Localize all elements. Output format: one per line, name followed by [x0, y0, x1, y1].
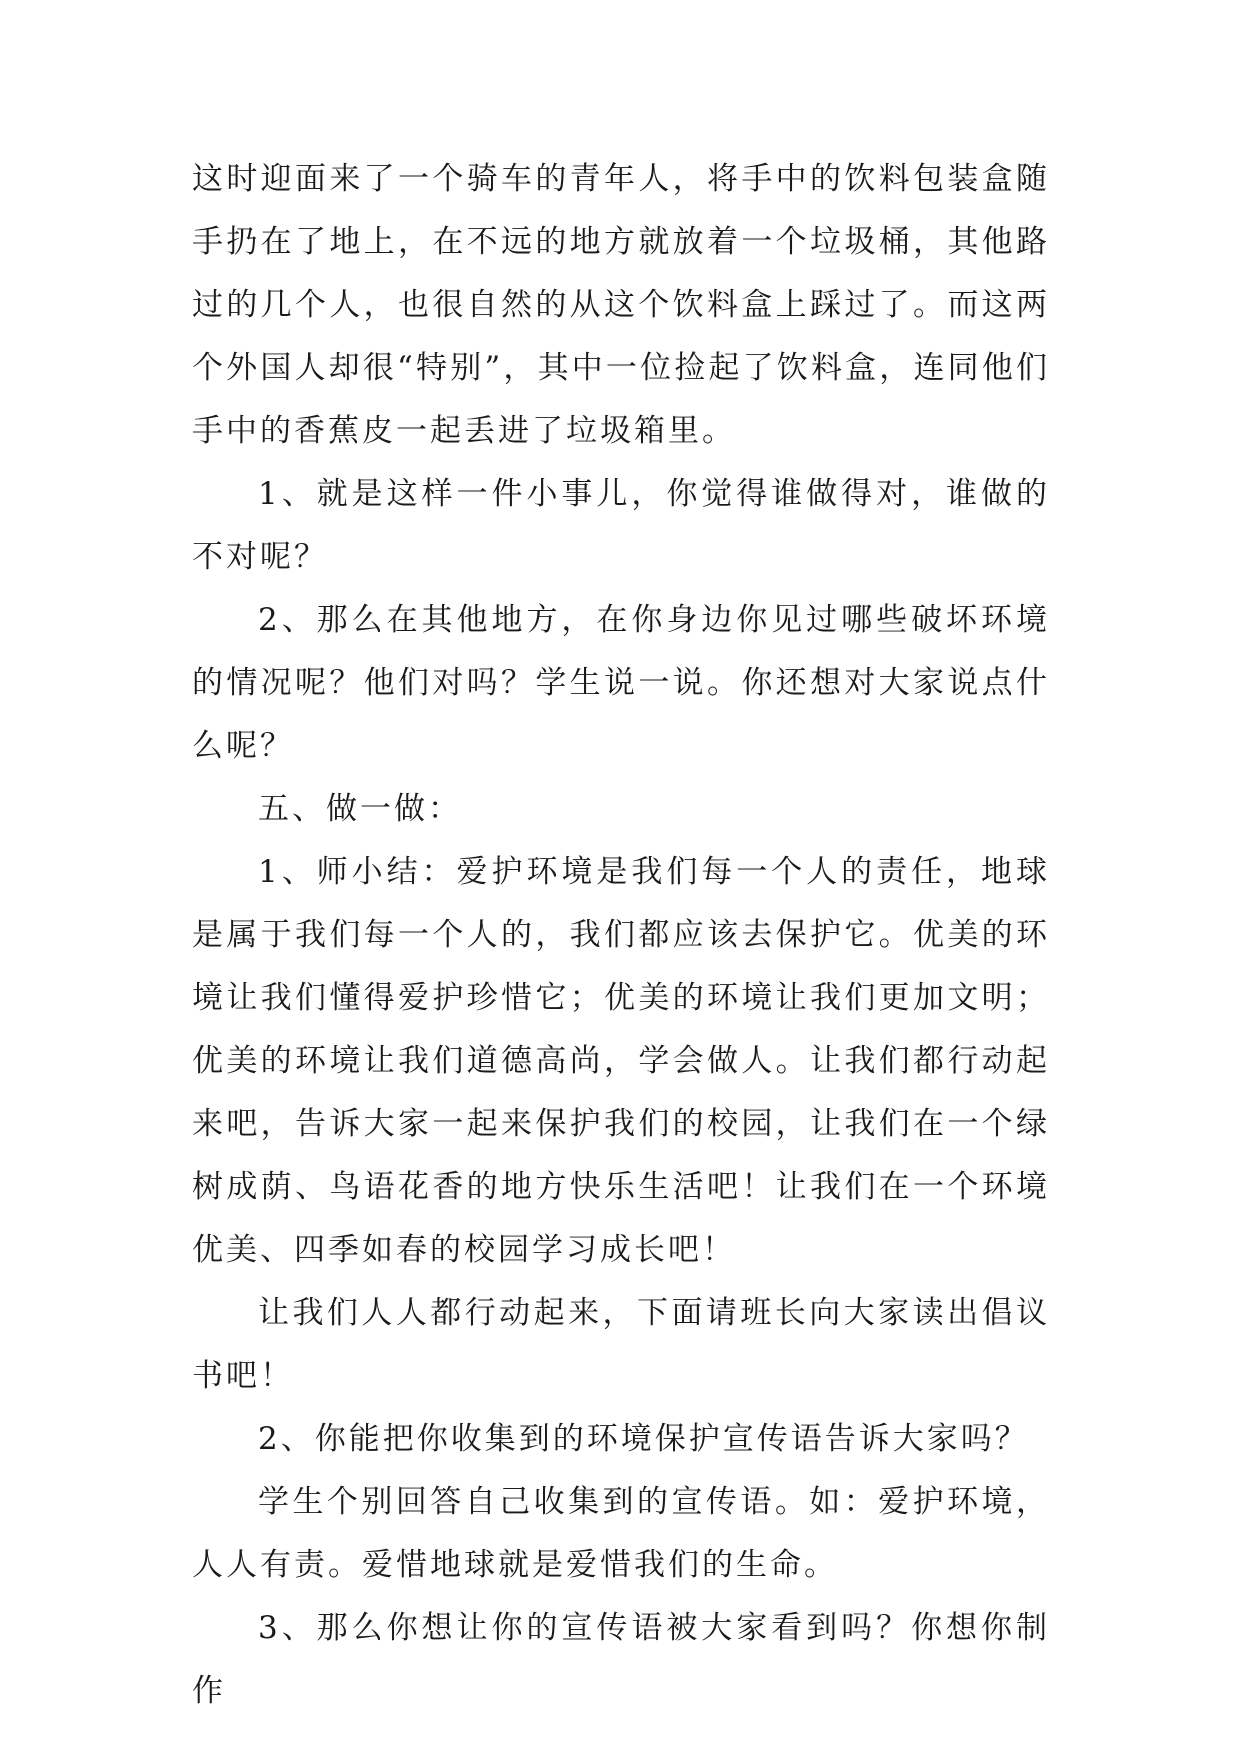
paragraph-student-answers: 学生个别回答自己收集到的宣传语。如：爱护环境，人人有责。爱惜地球就是爱惜我们的生命。: [192, 1484, 1050, 1583]
paragraph-proposal: 让我们人人都行动起来，下面请班长向大家读出倡议书吧！: [192, 1295, 1050, 1394]
paragraph-question-1: 1、就是这样一件小事儿，你觉得谁做得对，谁做的不对呢？: [192, 476, 1050, 575]
paragraph-question-2: 2、那么在其他地方，在你身边你见过哪些破坏环境的情况呢？他们对吗？学生说一说。你还想对大家说点什么呢？: [192, 602, 1050, 764]
document-page: [192, 148, 1050, 1723]
paragraph-teacher-summary: 1、师小结：爱护环境是我们每一个人的责任，地球是属于我们每一个人的，我们都应该去保护它。优美的环境让我们懂得爱护珍惜它；优美的环境让我们更加文明；优美的环境让我们道德高尚，学会做人。让我们都行动起来吧，告诉大家一起来保护我们的校园，让我们在一个绿树成荫、鸟语花香的地方快乐生活吧！让我们在一个环境优美、四季如春的校园学习成长吧！: [192, 854, 1050, 1268]
paragraph-slogan-question: 2、你能把你收集到的环境保护宣传语告诉大家吗？: [258, 1421, 1029, 1457]
paragraph-question-3: 3、那么你想让你的宣传语被大家看到吗？你想你制作: [192, 1610, 1050, 1709]
paragraph-story-continuation: 这时迎面来了一个骑车的青年人，将手中的饮料包装盒随手扔在了地上，在不远的地方就放着一个垃圾桶，其他路过的几个人，也很自然的从这个饮料盒上踩过了。而这两个外国人却很“特别”，其中一位捡起了饮料盒，连同他们手中的香蕉皮一起丢进了垃圾箱里。: [192, 161, 1050, 449]
section-heading-do-it: 五、做一做：: [258, 791, 462, 827]
